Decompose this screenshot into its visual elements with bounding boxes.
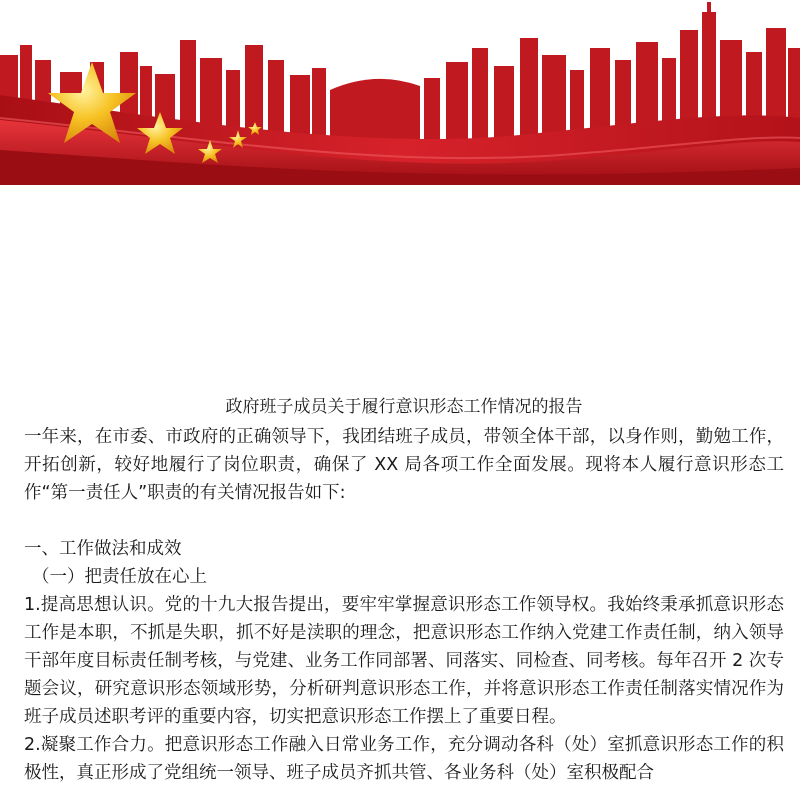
blank-line — [24, 507, 784, 535]
intro-paragraph: 一年来，在市委、市政府的正确领导下，我团结班子成员，带领全体干部，以身作则，勤勉工作，开拓创新，较好地履行了岗位职责，确保了 XX 局各项工作全面发展。现将本人履行意识形态工作“第一责任人”职责的有关情况报告如下: — [24, 427, 784, 503]
report-document — [24, 393, 784, 787]
item-1-paragraph: 1.提高思想认识。党的十九大报告提出，要牢牢掌握意识形态工作领导权。我始终秉承抓意识形态工作是本职，不抓是失职，抓不好是渎职的理念，把意识形态工作纳入党建工作责任制，纳入领导干部年度目标责任制考核，与党建、业务工作同部署、同落实、同检查、同考核。每年召开 2 次专题会议，研究意识形态领域形势，分析研判意识形态工作，并将意识形态工作责任制落实情况作为班子成员述职考评的重要内容，切实把意识形态工作摆上了重要日程。 — [24, 595, 784, 727]
report-title: 政府班子成员关于履行意识形态工作情况的报告 — [225, 397, 583, 417]
header-banner — [0, 0, 800, 185]
item-2-paragraph: 2.凝聚工作合力。把意识形态工作融入日常业务工作，充分调动各科（处）室抓意识形态工作的积极性，真正形成了党组统一领导、班子成员齐抓共管、各业务科（处）室积极配合 — [24, 735, 784, 783]
section-heading: 一、工作做法和成效 — [24, 539, 182, 559]
subsection-heading: （一）把责任放在心上 — [32, 567, 207, 587]
